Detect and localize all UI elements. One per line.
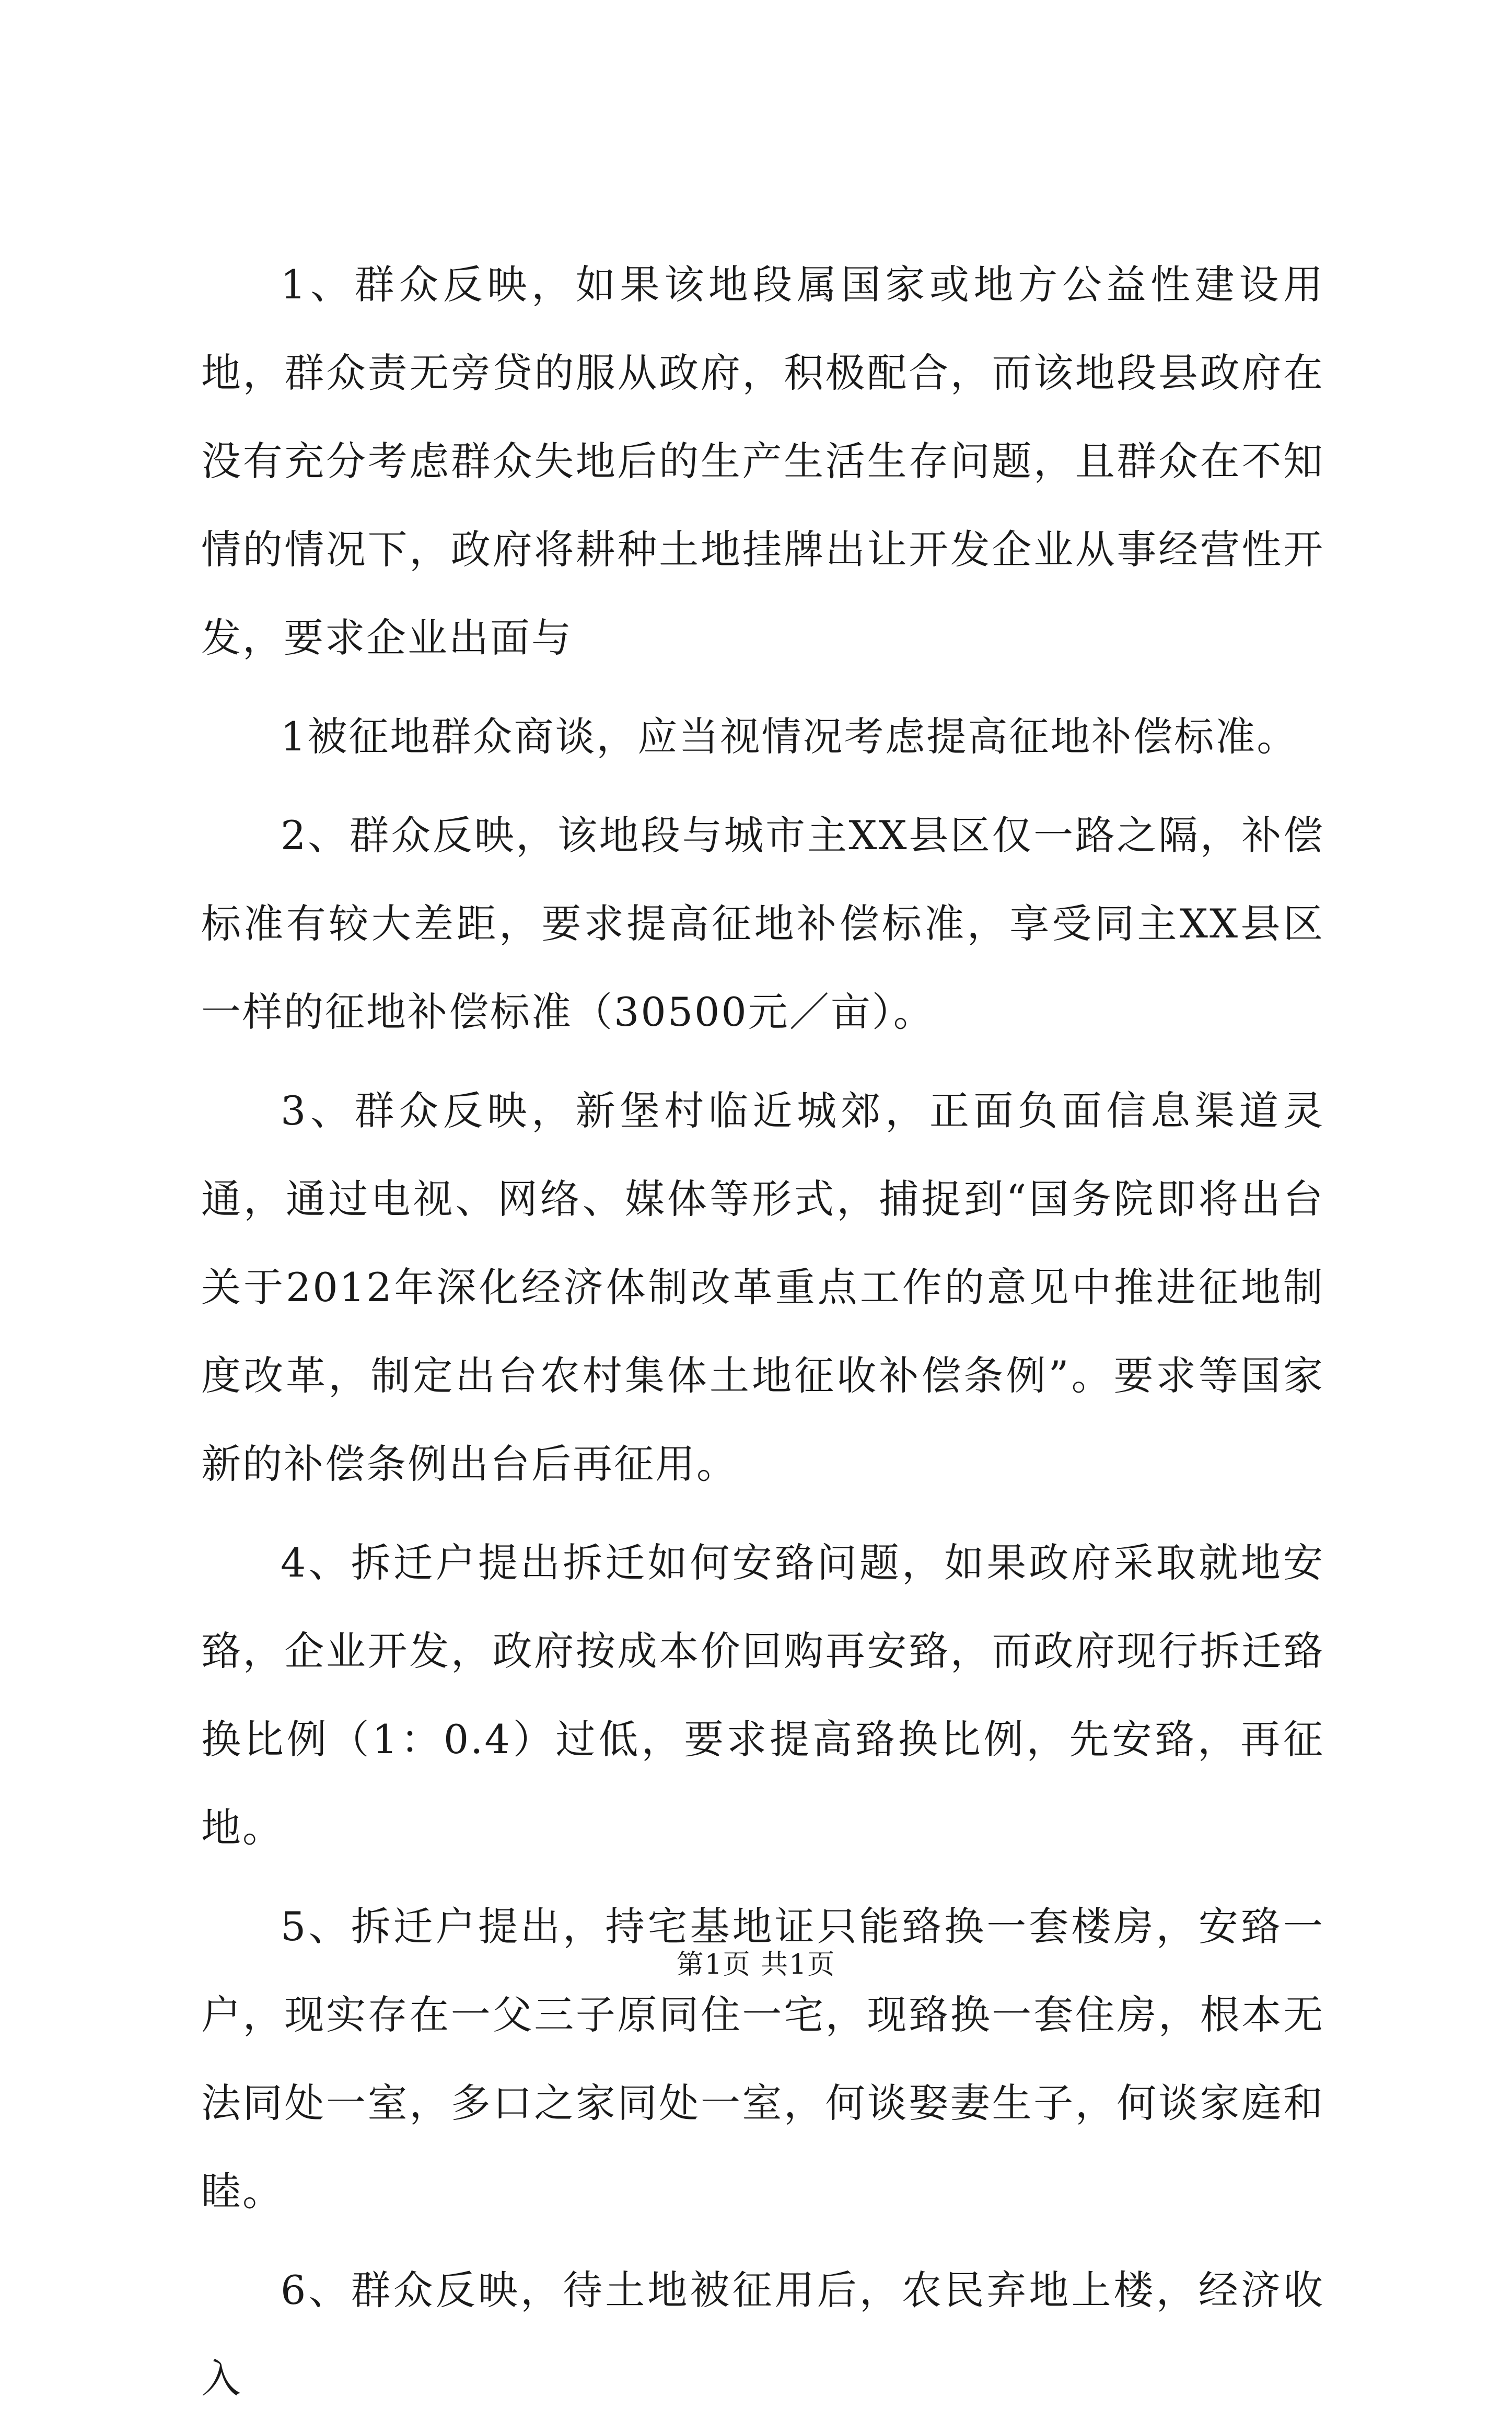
page-footer: 第1页 共1页 xyxy=(676,1949,836,1980)
paragraph-4: 3、群众反映，新堡村临近城郊，正面负面信息渠道灵通，通过电视、网络、媒体等形式，捕捉到“国务院即将出台关于2012年深化经济体制改革重点工作的意见中推进征地制度改革，制定出台农村集体土地征收补偿条例”。要求等国家新的补偿条例出台后再征用。 xyxy=(201,1087,1324,1487)
paragraph-3: 2、群众反映，该地段与城市主XX县区仅一路之隔，补偿标准有较大差距，要求提高征地补偿标准，享受同主XX县区一样的征地补偿标准（30500元／亩）。 xyxy=(201,812,1324,1035)
paragraph-1: 1、群众反映，如果该地段属国家或地方公益性建设用地，群众责无旁贷的服从政府，积极配合，而该地段县政府在没有充分考虑群众失地后的生产生活生存问题，且群众在不知情的情况下，政府将耕种土地挂牌出让开发企业从事经营性开发，要求企业出面与 xyxy=(201,261,1324,661)
paragraph-5: 4、拆迁户提出拆迁如何安臵问题，如果政府采取就地安臵，企业开发，政府按成本价回购再安臵，而政府现行拆迁臵换比例（1：0.4）过低，要求提高臵换比例，先安臵，再征地。 xyxy=(201,1539,1324,1851)
document-body xyxy=(201,240,1324,2433)
paragraph-7: 6、群众反映，待土地被征用后，农民弃地上楼，经济收入 xyxy=(201,2267,1324,2402)
paragraph-2: 1被征地群众商谈，应当视情况考虑提高征地补偿标准。 xyxy=(281,713,1298,760)
paragraph-6: 5、拆迁户提出，持宅基地证只能臵换一套楼房，安臵一户，现实存在一父三子原同住一宅，现臵换一套住房，根本无法同处一室，多口之家同处一室，何谈娶妻生子，何谈家庭和睦。 xyxy=(201,1903,1324,2215)
